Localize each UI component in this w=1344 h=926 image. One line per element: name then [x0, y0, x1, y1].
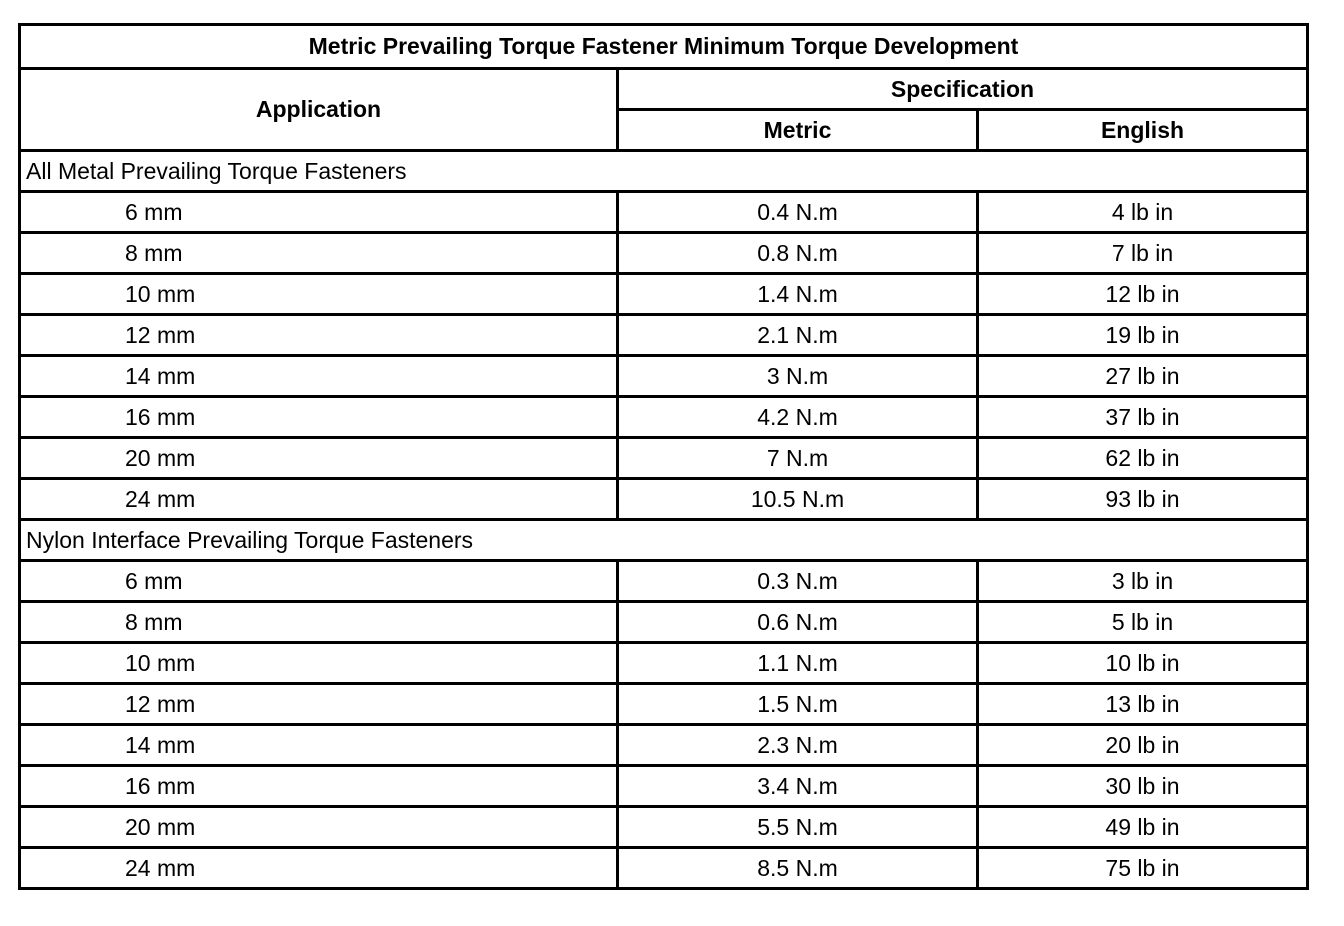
- english-cell: 20 lb in: [978, 725, 1308, 766]
- metric-cell: 1.1 N.m: [618, 643, 978, 684]
- table-row: [20, 233, 1308, 274]
- table-row: [20, 274, 1308, 315]
- english-cell: 75 lb in: [978, 848, 1308, 889]
- metric-cell: 0.8 N.m: [618, 233, 978, 274]
- metric-cell: 3.4 N.m: [618, 766, 978, 807]
- size-cell: 24 mm: [20, 848, 618, 889]
- table-body: [20, 151, 1308, 889]
- size-cell: 10 mm: [20, 274, 618, 315]
- table-row: [20, 725, 1308, 766]
- metric-cell: 7 N.m: [618, 438, 978, 479]
- size-cell: 14 mm: [20, 725, 618, 766]
- table-row: [20, 643, 1308, 684]
- metric-cell: 10.5 N.m: [618, 479, 978, 520]
- english-cell: 37 lb in: [978, 397, 1308, 438]
- table-row: [20, 766, 1308, 807]
- metric-cell: 0.4 N.m: [618, 192, 978, 233]
- metric-cell: 0.6 N.m: [618, 602, 978, 643]
- table-row: [20, 479, 1308, 520]
- size-cell: 14 mm: [20, 356, 618, 397]
- group-row: [20, 520, 1308, 561]
- table-row: [20, 807, 1308, 848]
- english-cell: 49 lb in: [978, 807, 1308, 848]
- table-row: [20, 356, 1308, 397]
- application-header: Application: [20, 69, 618, 151]
- table-row: [20, 684, 1308, 725]
- metric-header: Metric: [618, 110, 978, 151]
- table-row: [20, 561, 1308, 602]
- metric-cell: 4.2 N.m: [618, 397, 978, 438]
- english-cell: 62 lb in: [978, 438, 1308, 479]
- english-cell: 93 lb in: [978, 479, 1308, 520]
- header-row: [20, 69, 1308, 110]
- metric-cell: 2.1 N.m: [618, 315, 978, 356]
- english-cell: 13 lb in: [978, 684, 1308, 725]
- english-cell: 12 lb in: [978, 274, 1308, 315]
- english-cell: 27 lb in: [978, 356, 1308, 397]
- metric-cell: 8.5 N.m: [618, 848, 978, 889]
- english-cell: 3 lb in: [978, 561, 1308, 602]
- english-cell: 5 lb in: [978, 602, 1308, 643]
- size-cell: 8 mm: [20, 233, 618, 274]
- group-label: Nylon Interface Prevailing Torque Fasteners: [20, 520, 1308, 561]
- table-row: [20, 602, 1308, 643]
- table-row: [20, 192, 1308, 233]
- size-cell: 20 mm: [20, 438, 618, 479]
- english-cell: 30 lb in: [978, 766, 1308, 807]
- size-cell: 20 mm: [20, 807, 618, 848]
- torque-spec-table: [18, 23, 1309, 890]
- table-title-row: [20, 25, 1308, 69]
- metric-cell: 1.4 N.m: [618, 274, 978, 315]
- size-cell: 10 mm: [20, 643, 618, 684]
- group-label: All Metal Prevailing Torque Fasteners: [20, 151, 1308, 192]
- table-row: [20, 848, 1308, 889]
- size-cell: 16 mm: [20, 397, 618, 438]
- english-cell: 10 lb in: [978, 643, 1308, 684]
- size-cell: 8 mm: [20, 602, 618, 643]
- size-cell: 6 mm: [20, 192, 618, 233]
- metric-cell: 1.5 N.m: [618, 684, 978, 725]
- english-cell: 4 lb in: [978, 192, 1308, 233]
- group-row: [20, 151, 1308, 192]
- size-cell: 24 mm: [20, 479, 618, 520]
- size-cell: 12 mm: [20, 315, 618, 356]
- table-row: [20, 315, 1308, 356]
- english-header: English: [978, 110, 1308, 151]
- size-cell: 12 mm: [20, 684, 618, 725]
- metric-cell: 2.3 N.m: [618, 725, 978, 766]
- metric-cell: 5.5 N.m: [618, 807, 978, 848]
- table-title: Metric Prevailing Torque Fastener Minimum Torque Development: [20, 25, 1308, 69]
- size-cell: 16 mm: [20, 766, 618, 807]
- english-cell: 19 lb in: [978, 315, 1308, 356]
- table-row: [20, 397, 1308, 438]
- metric-cell: 3 N.m: [618, 356, 978, 397]
- specification-header: Specification: [618, 69, 1308, 110]
- metric-cell: 0.3 N.m: [618, 561, 978, 602]
- english-cell: 7 lb in: [978, 233, 1308, 274]
- size-cell: 6 mm: [20, 561, 618, 602]
- table-row: [20, 438, 1308, 479]
